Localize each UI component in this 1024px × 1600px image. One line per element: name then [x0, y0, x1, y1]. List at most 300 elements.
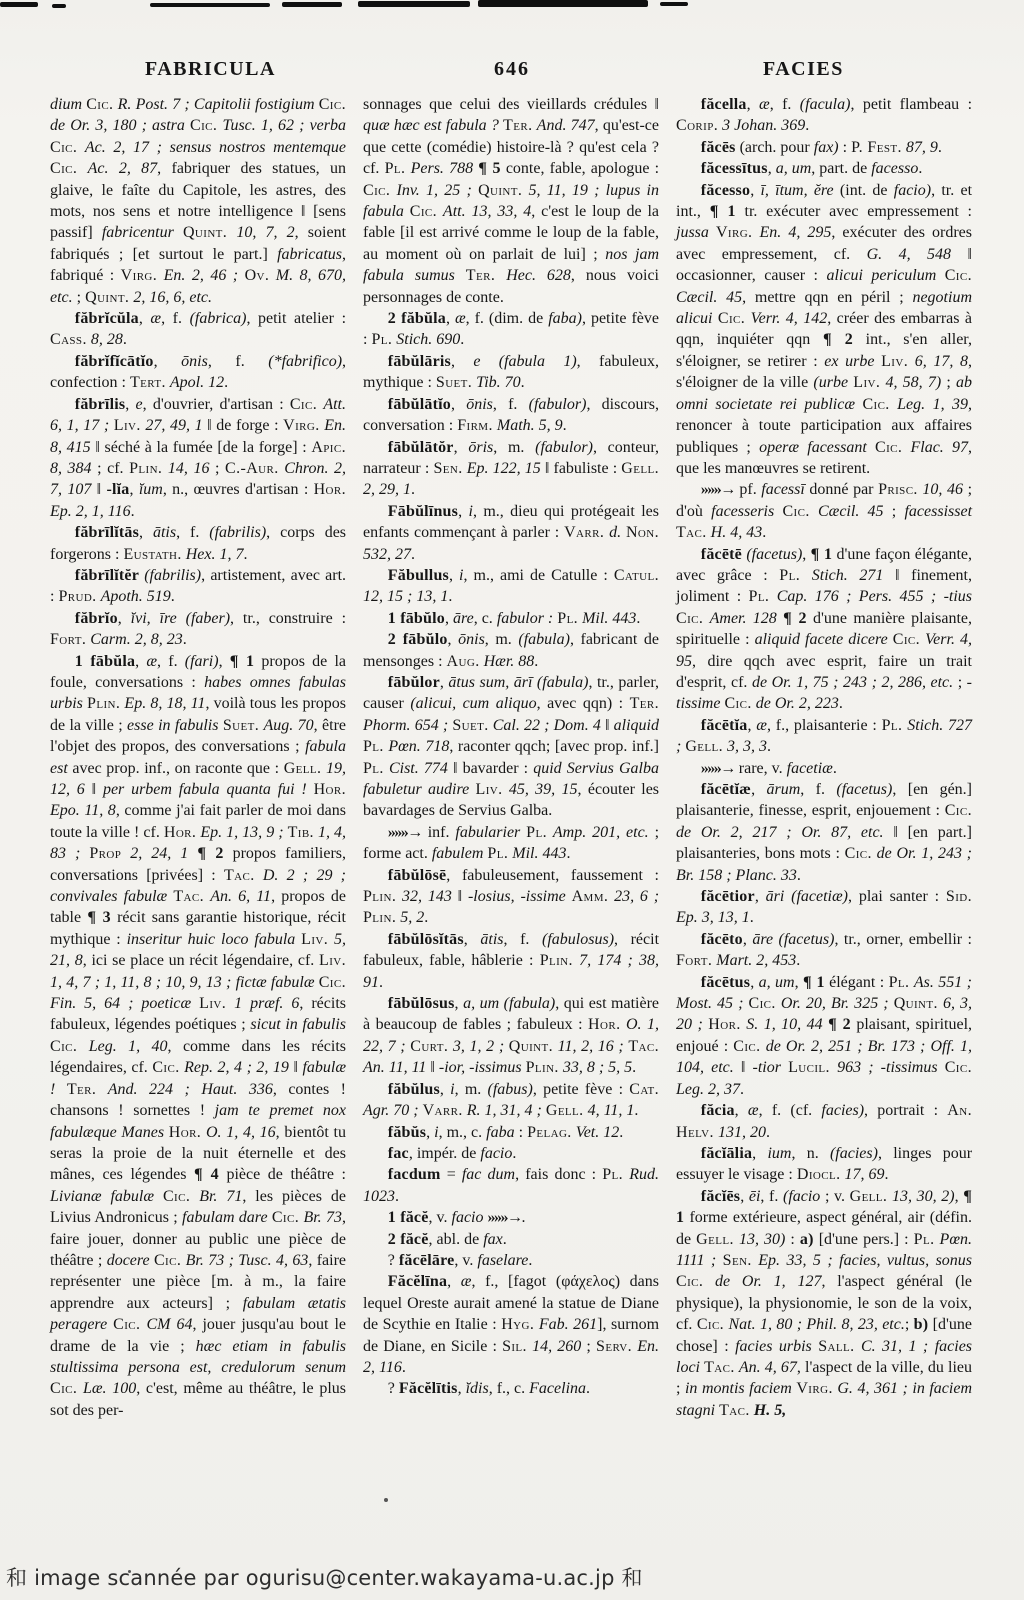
text-run: āri (facetiæ): [765, 888, 848, 906]
text-run: -tior: [752, 1059, 789, 1077]
text-run: 5, 11, 19 ; lupus in fabula: [363, 181, 660, 221]
text-run: Ep. 33, 5 ; facies, vultus, sonus: [758, 1251, 973, 1269]
text-run: alicui periculum: [826, 267, 945, 285]
author-abbreviation: Ter.: [629, 695, 660, 713]
dictionary-entry-paragraph: [50, 651, 346, 1422]
text-run: æ: [150, 310, 162, 328]
author-abbreviation: Ov.: [244, 267, 270, 285]
text-run: .: [838, 695, 843, 713]
headword-or-section: Făbullus: [387, 566, 449, 584]
headword-or-section: făcētior: [700, 888, 755, 906]
dictionary-entry-paragraph: [50, 608, 346, 651]
author-abbreviation: Eustath.: [123, 545, 182, 563]
headword-or-section: facdum: [387, 1166, 441, 1184]
text-run: Mil. 443: [582, 609, 637, 627]
text-run: .: [796, 866, 801, 884]
text-run: æ: [146, 652, 158, 670]
headword-or-section: fābŭlātŏr: [387, 438, 454, 456]
text-run: Agr. 70 ;: [363, 1102, 423, 1120]
text-run: facesso: [871, 160, 919, 178]
text-run: de Or. 1, 127: [715, 1273, 822, 1291]
text-run: , [en gén.] plaisanterie, finesse, esprit, enjouement :: [676, 781, 973, 820]
text-run: facio: [451, 1209, 484, 1227]
text-run: , v.: [454, 1251, 478, 1269]
author-abbreviation: Pl.: [363, 759, 384, 777]
text-run: ‖: [600, 716, 614, 734]
text-run: ĭum: [138, 481, 163, 499]
headword-or-section: făcēlāre: [398, 1251, 455, 1269]
headword-or-section: b): [913, 1316, 929, 1334]
dictionary-entry-paragraph: [676, 972, 972, 1100]
headword-or-section: făbrĭcŭla: [74, 310, 139, 328]
text-run: .: [448, 588, 453, 606]
dictionary-entry-paragraph: [676, 137, 972, 158]
text-run: fax): [813, 138, 839, 156]
scan-artifact-top: [52, 4, 66, 8]
text-run: Verr. 4, 95: [676, 631, 973, 670]
text-run: , impér. de: [408, 1144, 481, 1162]
text-run: ; v.: [820, 1187, 850, 1205]
text-run: , f.: [800, 781, 837, 798]
text-run: (fabulor): [528, 395, 587, 413]
text-run: sicut in fabulis: [250, 1016, 346, 1034]
text-run: de Or. 3, 180 ; astra: [50, 117, 191, 135]
text-run: .: [805, 117, 810, 135]
text-run: facio: [480, 1144, 513, 1162]
text-run: nos jam fabula sumus: [363, 245, 660, 285]
author-abbreviation: Corip.: [676, 117, 719, 135]
text-run: , m., dieu qui protégeait les enfants commençant à parler :: [363, 502, 660, 542]
author-abbreviation: Pl.: [487, 845, 509, 863]
text-run: 6, 3, 20 ;: [676, 995, 973, 1034]
remark-arrow-icon: »»»→: [487, 1209, 522, 1227]
text-run: ‖: [84, 781, 103, 798]
text-run: dium: [50, 96, 87, 113]
headword-or-section: fābŭlor: [387, 673, 440, 691]
text-run: ,: [139, 524, 153, 542]
text-run: Cæcil. 45: [817, 502, 884, 520]
text-run: , discours, conversation :: [363, 395, 659, 435]
dictionary-entry-paragraph: [676, 886, 972, 929]
author-abbreviation: Virg.: [283, 417, 320, 435]
text-run: ,: [794, 973, 804, 991]
text-run: , confection :: [50, 352, 347, 392]
author-abbreviation: Liv.: [301, 930, 329, 948]
text-run: [190, 1188, 199, 1205]
text-run: 5, 2: [400, 909, 425, 927]
text-run: H. 5,: [753, 1401, 787, 1419]
text-run: in montis faciem: [684, 1380, 797, 1398]
text-run: Inv. 1, 25 ;: [396, 181, 479, 199]
author-abbreviation: Tac.: [676, 524, 707, 542]
text-run: Amer. 128: [709, 609, 777, 627]
text-run: .: [170, 588, 175, 606]
scan-artifact-top: [282, 2, 342, 7]
text-run: [908, 353, 915, 370]
author-abbreviation: Pl.: [888, 973, 910, 991]
author-abbreviation: Liv.: [881, 352, 909, 370]
author-abbreviation: Pl.: [881, 716, 903, 734]
text-run: .: [502, 1230, 507, 1248]
text-run: , c'est le loup de la fable [il est arrivé comme le loup de la fable, au moment où on parlait de lui] ;: [363, 203, 659, 263]
author-abbreviation: Prud.: [58, 588, 97, 606]
author-abbreviation: Ter.: [465, 267, 496, 285]
text-run: , fabuleux, mythique :: [363, 352, 659, 392]
text-run: inseritur huic loco fabula: [126, 930, 302, 948]
headword-or-section: făbŭlus: [387, 1080, 440, 1098]
author-abbreviation: Varr.: [422, 1102, 463, 1120]
text-run: ;: [883, 502, 905, 520]
text-run: Apoth. 519: [100, 588, 171, 606]
text-run: .: [424, 909, 429, 927]
text-run: fabricentur: [101, 224, 183, 242]
headword-or-section: ¶ 3: [87, 909, 111, 927]
headword-or-section: fābŭlōsus: [387, 995, 455, 1013]
author-abbreviation: Virg.: [715, 224, 753, 242]
text-run: , propos de table: [50, 888, 347, 927]
text-run: æ: [454, 310, 466, 328]
text-run: -tissime: [676, 673, 972, 713]
dictionary-entry-paragraph: [363, 1079, 659, 1122]
text-run: habes omnes fabulas urbis: [50, 673, 347, 713]
text-run: .: [534, 652, 539, 670]
text-run: Chron. 2, 7, 107: [50, 459, 347, 499]
text-run: Carm. 2, 8, 23: [90, 631, 183, 649]
text-run: , récit fabuleux, fable, hâblerie :: [363, 930, 660, 970]
text-run: ātus sum, ārī (fabula): [448, 673, 589, 691]
author-abbreviation: Aug.: [446, 652, 480, 670]
author-abbreviation: Non.: [625, 524, 660, 542]
text-run: Ep. 3, 13, 1: [676, 909, 750, 927]
headword-or-section: 2 făbŭla: [387, 310, 446, 328]
author-abbreviation: Tert.: [129, 374, 166, 392]
text-run: ,: [458, 502, 469, 520]
author-abbreviation: Cic.: [892, 631, 921, 649]
text-run: ;: [904, 1316, 914, 1334]
text-run: Ac. 2, 87: [87, 160, 158, 178]
text-run: , fabriquer des statues, un glaive, le faîte du Capitole, les astres, des mots, nos sens et notre intelligence ‖ [sens passif]: [50, 160, 347, 242]
headword-or-section: 1 făcĕ: [387, 1209, 429, 1227]
dictionary-entry-paragraph: [363, 929, 659, 993]
text-run: , c'est, même au théâtre, le plus sot des per-: [50, 1380, 346, 1419]
text-run: , récits fabuleux, légendes poétiques ;: [50, 995, 347, 1034]
text-run: , tr. et int.,: [676, 181, 973, 221]
text-run: Phorm. 654 ;: [363, 716, 453, 734]
text-run: Mart. 2, 453: [716, 952, 797, 970]
text-run: ,: [754, 888, 766, 906]
text-run: de Or. 1, 75 ; 243 ; 2, 286, etc.: [751, 673, 954, 691]
text-run: æ: [759, 96, 770, 113]
headword-or-section: făcĭēs: [700, 1187, 741, 1205]
text-run: , plai santer :: [848, 888, 946, 906]
text-run: Br. 73 ; Tusc. 4, 63: [185, 1251, 309, 1269]
text-run: .: [884, 1166, 889, 1184]
text-run: ?: [387, 1380, 399, 1398]
text-run: , fais donc :: [515, 1166, 603, 1184]
author-abbreviation: Pl.: [913, 1230, 935, 1248]
author-abbreviation: P. Fest.: [851, 138, 902, 156]
dictionary-entry-paragraph: [676, 758, 972, 779]
author-abbreviation: Cic.: [717, 310, 746, 328]
author-abbreviation: Hor.: [313, 481, 347, 499]
text-run: 7, 174 ; 38, 91: [363, 952, 660, 991]
text-run: ‖: [733, 1059, 753, 1077]
dictionary-entry-paragraph: [363, 351, 659, 394]
text-run: ;: [209, 459, 225, 477]
text-run: (arch. pour: [735, 138, 814, 156]
scan-artifact-top: [660, 2, 688, 6]
text-run: , être l'objet des propos, des conversations ;: [50, 716, 346, 756]
text-run: faba: [486, 1123, 515, 1141]
text-run: 3 Johan. 369: [722, 117, 806, 135]
dictionary-entry-paragraph: [363, 394, 659, 437]
author-abbreviation: Quint.: [85, 288, 130, 306]
author-abbreviation: Cic.: [86, 96, 114, 113]
text-run: conte, fable, apologue :: [500, 160, 660, 178]
text-run: ,: [454, 995, 464, 1013]
text-run: ab omni societate rei publicæ: [676, 374, 973, 413]
text-run: d'une manière plaisante, spirituelle :: [676, 609, 973, 649]
text-run: ōnis: [466, 395, 493, 413]
text-run: R. Post. 7 ; Capitolii fostigium: [117, 96, 319, 113]
dictionary-entry-paragraph: [50, 522, 346, 565]
headword-or-section: făcētĭa: [700, 716, 748, 734]
text-run: , n., œuvres d'artisan :: [162, 481, 314, 499]
text-run: , f.: [207, 352, 269, 370]
text-run: , part. de: [811, 160, 872, 178]
scan-artifact-top: [478, 0, 648, 7]
text-run: [810, 503, 818, 520]
dictionary-entry-paragraph: [363, 565, 659, 608]
text-run: , soient fabriqués ; [et surtout le part.]: [50, 224, 347, 263]
text-run: Ep. 122, 15: [466, 459, 541, 477]
author-abbreviation: Pl.: [384, 160, 406, 178]
author-abbreviation: C.-Aur.: [225, 459, 279, 477]
text-run: .: [122, 331, 127, 349]
text-run: ; forme act.: [363, 823, 660, 863]
text-run: fabulam dare: [182, 1209, 272, 1227]
text-run: fax: [483, 1230, 503, 1248]
text-run: .: [379, 973, 383, 991]
headword-or-section: făcēto: [700, 930, 743, 948]
text-run: tr. exécuter avec empressement :: [735, 203, 973, 221]
text-run: , qu'est-ce que cette (comédie) histoire-là ? qu'est cela ? cf.: [363, 117, 660, 178]
text-run: And. 747: [536, 117, 595, 135]
author-abbreviation: Pl.: [371, 331, 393, 349]
text-run: Ep. 2, 1, 116: [50, 502, 131, 520]
author-abbreviation: Pl.: [363, 738, 384, 756]
text-run: 4, 58, 7): [885, 374, 942, 392]
text-run: .: [632, 1059, 637, 1077]
author-abbreviation: Cass.: [50, 331, 87, 349]
author-abbreviation: Pl.: [602, 1166, 624, 1184]
text-run: Att. 13, 33, 4: [442, 203, 532, 221]
text-run: .: [395, 1187, 399, 1205]
text-run: Hex. 1, 7: [185, 545, 244, 563]
text-run: , petit atelier :: [246, 310, 347, 328]
text-run: Ep. 1, 13, 9 ;: [200, 823, 288, 841]
text-run: 19, 12, 6: [50, 759, 347, 798]
text-run: , avec qqn) :: [536, 695, 630, 713]
text-run: 2, 24, 1: [130, 845, 189, 863]
author-abbreviation: Cic.: [944, 802, 972, 820]
text-run: -losius, -issime: [467, 888, 572, 906]
dictionary-entry-paragraph: [363, 437, 659, 501]
text-run: fabula est: [50, 738, 346, 777]
author-abbreviation: Liv.: [199, 995, 227, 1013]
text-run: faselare: [477, 1251, 529, 1269]
headword-or-section: fābŭlōsĭtās: [387, 930, 464, 948]
text-run: .: [762, 524, 767, 542]
text-run: .: [521, 1209, 526, 1227]
text-run: 8, 28: [90, 331, 123, 349]
text-run: Cap. 176 ; Pers. 455 ; -tius: [776, 588, 973, 606]
dictionary-entry-paragraph: [676, 715, 972, 758]
author-abbreviation: Cic.: [50, 1380, 78, 1398]
author-abbreviation: Cic.: [782, 502, 810, 520]
text-run: ; cf.: [91, 459, 130, 477]
author-abbreviation: Cic.: [944, 267, 972, 285]
author-abbreviation: Cic.: [363, 181, 391, 199]
dictionary-entry-paragraph: [363, 608, 659, 629]
author-abbreviation: Cic.: [318, 96, 347, 113]
text-run: 5, 21, 8: [50, 930, 346, 970]
text-run: ;: [941, 374, 957, 392]
text-run: jussa: [676, 224, 716, 242]
author-abbreviation: Sen.: [433, 459, 463, 477]
text-run: , créer des embarras à qqn, inquiéter qqn: [676, 310, 973, 349]
author-abbreviation: Cic.: [724, 695, 752, 713]
text-run: 12, 15 ; 13, 1: [363, 588, 449, 606]
headword-or-section: făbrīlĭtās: [74, 524, 140, 542]
text-run: ‖ fabuliste :: [540, 459, 622, 477]
text-run: En. 4, 295: [759, 224, 832, 242]
dictionary-columns: [50, 94, 974, 1421]
text-run: 33, 8 ; 5, 5: [562, 1059, 633, 1077]
text-run: 1 præf. 6: [234, 995, 300, 1013]
author-abbreviation: Cic.: [844, 845, 872, 863]
text-run: (fabrica): [189, 310, 247, 328]
text-run: élégant :: [824, 973, 889, 991]
text-run: (facula): [799, 96, 851, 113]
text-run: Leg. 1, 39: [897, 395, 969, 413]
text-run: Math. 5, 9: [496, 417, 563, 435]
author-abbreviation: Quint.: [182, 224, 228, 242]
text-run: i: [459, 566, 464, 584]
text-run: (int. de: [833, 181, 894, 199]
dictionary-entry-paragraph: [676, 929, 972, 972]
headword-or-section: făbrīlis: [74, 395, 126, 413]
author-abbreviation: Cic.: [271, 1209, 300, 1227]
text-run: , f., plaisanterie :: [766, 716, 882, 734]
text-run: fabularier: [455, 823, 527, 841]
text-run: ,: [218, 652, 230, 670]
text-run: ‖ finement, joliment :: [676, 566, 972, 606]
text-run: , c.: [473, 609, 497, 627]
text-run: fac dum: [461, 1166, 516, 1184]
text-run: ,: [444, 609, 453, 627]
text-run: 532, 27: [363, 545, 411, 563]
text-run: O. 1, 4, 16: [205, 1123, 276, 1141]
text-run: S. 1, 10, 44: [746, 1016, 823, 1034]
text-run: ‖: [451, 888, 468, 906]
text-run: ,: [125, 395, 136, 413]
text-run: R. 1, 31, 4 ;: [466, 1102, 546, 1120]
author-abbreviation: Varr.: [564, 524, 605, 542]
running-head-left: FABRICULA: [145, 58, 276, 80]
headword-or-section: făcētĭæ: [700, 781, 752, 798]
text-run: de Or. 2, 251 ; Br. 173 ; Off. 1, 104, etc.: [676, 1037, 973, 1077]
author-abbreviation: Tac.: [223, 866, 255, 884]
text-run: récit sans garantie historique, récit mythique :: [50, 909, 346, 948]
headword-or-section: 2 fābŭlo: [387, 631, 448, 649]
text-run: facies urbis: [735, 1337, 819, 1355]
headword-or-section: făcella: [700, 96, 747, 113]
scan-artifact-top: [358, 1, 470, 7]
text-run: , f., [fagot (φάχελος) dans lequel Oreste aurait amené la statue de Diane de Scythie en Italie :: [363, 1273, 660, 1334]
author-abbreviation: Cic.: [190, 117, 218, 135]
author-abbreviation: Pl.: [526, 823, 547, 841]
text-run: ĭdis: [465, 1380, 489, 1398]
text-run: (fabulosus): [542, 930, 615, 948]
text-run: , f.: [769, 96, 800, 113]
dictionary-entry-paragraph: [363, 865, 659, 929]
text-run: ; d'où: [676, 481, 973, 520]
text-run: ium: [767, 1144, 792, 1162]
author-abbreviation: Prisc.: [878, 481, 918, 499]
text-run: , bientôt tu seras la proie de la nuit éternelle et des mânes, ces légendes: [50, 1123, 346, 1184]
text-run: forme extérieure, aspect général, air (défin. de: [676, 1209, 972, 1248]
text-run: fabulam ætatis peragere: [50, 1294, 347, 1334]
text-run: , tr., construire :: [230, 609, 347, 627]
text-run: , m., ami de Catulle :: [463, 566, 614, 584]
text-run: [d'une pers.] :: [813, 1230, 914, 1248]
author-abbreviation: Cic.: [862, 395, 890, 413]
text-run: , m., c.: [438, 1123, 487, 1141]
author-abbreviation: Sall.: [818, 1337, 855, 1355]
headword-or-section: ¶ 2: [828, 1016, 851, 1034]
author-abbreviation: Quint.: [893, 995, 938, 1013]
author-abbreviation: Prop: [89, 845, 122, 863]
text-run: En. 2, 116: [363, 1337, 659, 1376]
text-run: 1, 4, 83 ;: [50, 823, 347, 863]
dictionary-entry-paragraph: [363, 1271, 659, 1378]
headword-or-section: ¶ 1: [709, 203, 736, 221]
text-run: a, um (fabula): [463, 995, 556, 1013]
author-abbreviation: Gell.: [621, 459, 660, 477]
text-run: As. 551 ; Most. 45 ;: [676, 973, 973, 1013]
author-abbreviation: Cic.: [676, 1273, 704, 1291]
text-run: ,: [954, 1187, 964, 1205]
text-run: An. 11, 11: [363, 1059, 427, 1077]
text-run: operæ facessant: [759, 438, 875, 456]
dictionary-entry-paragraph: [363, 1229, 659, 1250]
text-run: 4, 11, 1: [587, 1102, 635, 1120]
author-abbreviation: Cic.: [50, 160, 78, 178]
headword-or-section: -lĭa: [106, 481, 130, 499]
text-run: , mettre qqn en péril ;: [742, 288, 913, 306]
text-run: .: [224, 374, 229, 392]
text-run: Cist. 774: [388, 759, 448, 777]
text-run: H. 4, 43: [710, 524, 763, 542]
headword-or-section: 1 fābŭla: [74, 652, 136, 670]
author-abbreviation: Cat.: [629, 1080, 660, 1098]
dictionary-entry-paragraph: [363, 1143, 659, 1164]
text-run: [226, 995, 234, 1012]
text-run: ēi: [748, 1187, 761, 1205]
headword-or-section: Făcĕlīna: [387, 1273, 448, 1291]
text-run: .: [796, 952, 801, 970]
